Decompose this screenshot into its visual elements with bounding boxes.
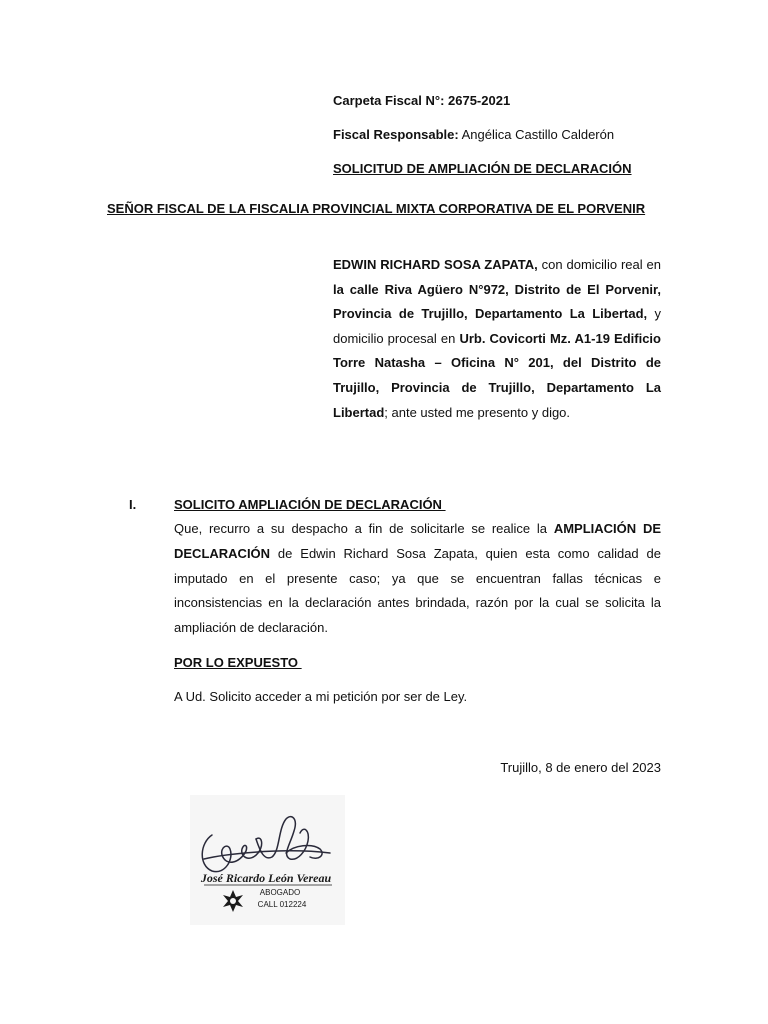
carpeta-fiscal-line: Carpeta Fiscal N°: 2675-2021 <box>333 93 511 108</box>
stamp-name: José Ricardo León Vereau <box>200 871 332 885</box>
place-date: Trujillo, 8 de enero del 2023 <box>500 760 661 775</box>
stamp-registration: CALL 012224 <box>257 900 307 909</box>
stamp-role: ABOGADO <box>259 888 301 897</box>
fiscal-responsable-line <box>333 127 614 143</box>
party-name: EDWIN RICHARD SOSA ZAPATA, <box>333 257 538 272</box>
fiscal-responsable-label: Fiscal Responsable: <box>333 127 459 142</box>
por-lo-expuesto-heading: POR LO EXPUESTO <box>174 655 302 670</box>
section-text-2: de Edwin Richard Sosa Zapata, quien esta como calidad de imputado en el presente caso; ya que se encuentran fallas técnicas e inconsistencias en la declaración antes brindada, razón por la cual se solicita la ampliación de declaración. <box>174 545 661 636</box>
party-address-real: la calle Riva Agüero N°972, Distrito de El Porvenir, Provincia de Trujillo, Departamento La Libertad, <box>333 281 661 322</box>
fiscal-responsable-name: Angélica Castillo Calderón <box>458 127 615 142</box>
section-body <box>174 517 661 641</box>
signature-stamp-image <box>190 795 345 925</box>
party-paragraph <box>333 253 661 425</box>
party-text-3: ; ante usted me presento y digo. <box>384 404 571 420</box>
party-text-2: y domicilio procesal en <box>333 306 661 346</box>
party-text-1: con domicilio real en <box>537 257 661 272</box>
section-title: SOLICITO AMPLIACIÓN DE DECLARACIÓN <box>174 497 446 512</box>
section-text-1: Que, recurro a su despacho a fin de solicitarle se realice la <box>174 521 554 536</box>
document-subject: SOLICITUD DE AMPLIACIÓN DE DECLARACIÓN <box>333 161 632 176</box>
section-number: I. <box>129 497 137 512</box>
addressee-heading: SEÑOR FISCAL DE LA FISCALIA PROVINCIAL MIXTA CORPORATIVA DE EL PORVENIR <box>107 201 646 216</box>
closing-request: A Ud. Solicito acceder a mi petición por ser de Ley. <box>174 689 468 704</box>
party-address-procesal: Urb. Covicorti Mz. A1-19 Edificio Torre Natasha – Oficina N° 201, del Distrito de Trujillo, Provincia de Trujillo, Departamento La Libertad <box>333 330 661 420</box>
section-bold: AMPLIACIÓN DE DECLARACIÓN <box>174 521 661 561</box>
